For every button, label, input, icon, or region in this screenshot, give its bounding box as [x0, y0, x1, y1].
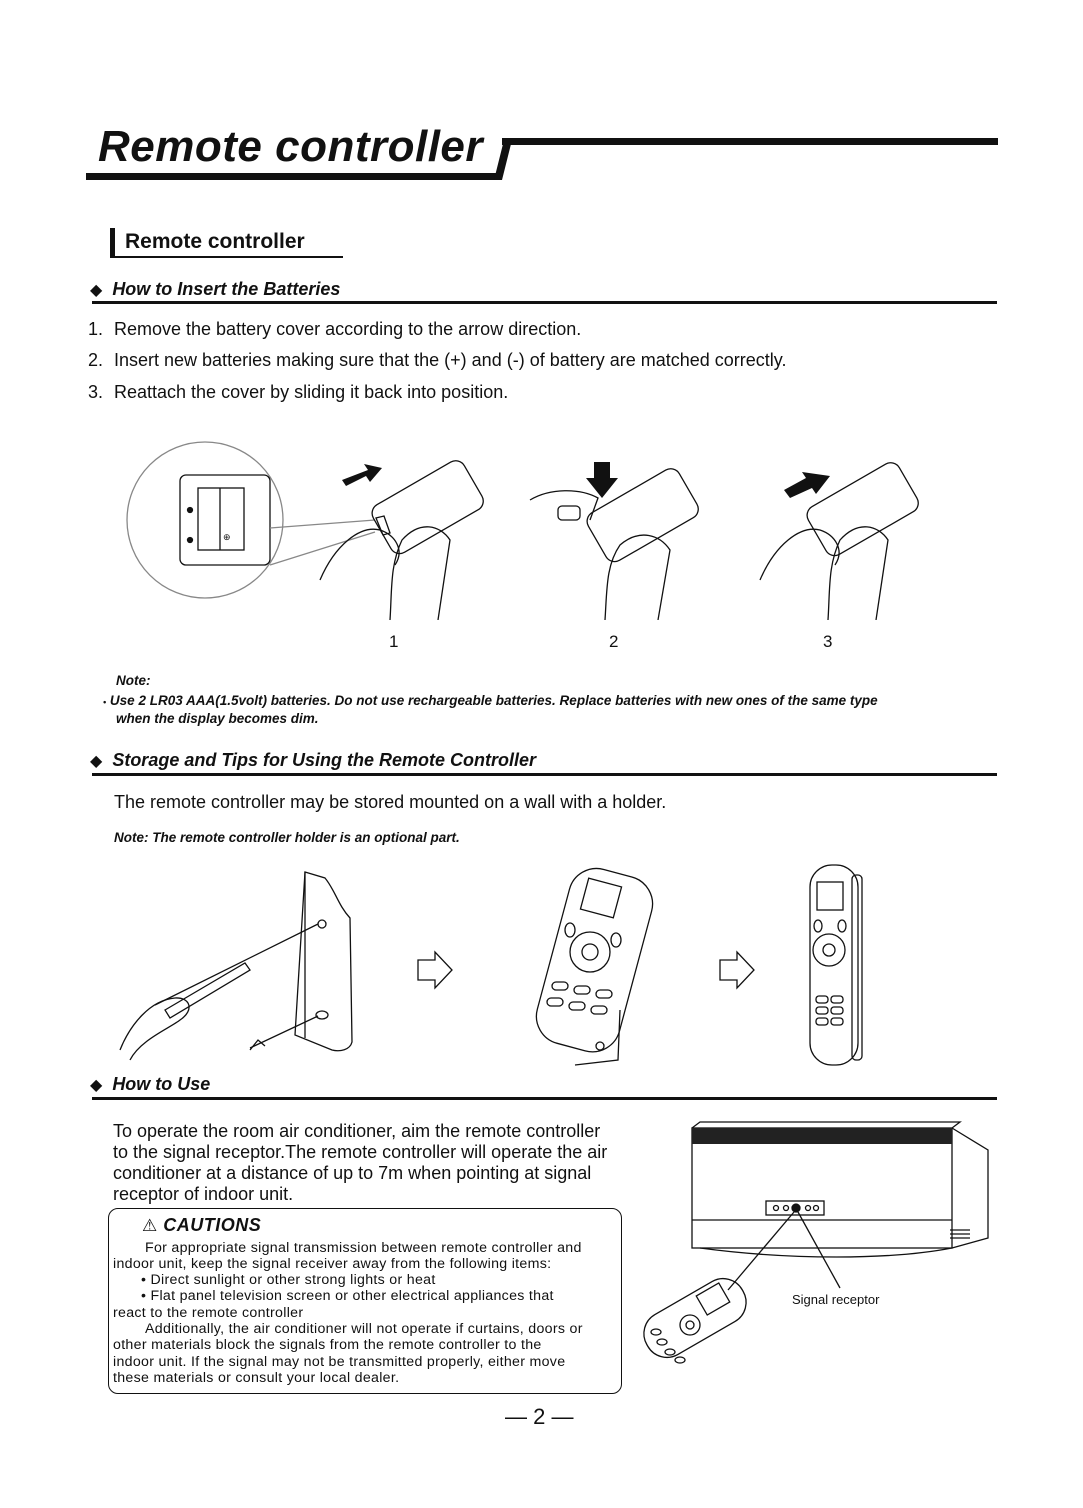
how-to-use-line: receptor of indoor unit. — [113, 1184, 294, 1204]
svg-text:⊕: ⊕ — [223, 532, 231, 542]
caution-line: indoor unit, keep the signal receiver away from the following items: — [113, 1256, 552, 1272]
figure-label: 1 — [389, 632, 399, 651]
battery-step2-drawing — [530, 462, 702, 620]
pointer-line — [728, 1212, 794, 1290]
section-rule — [92, 301, 997, 304]
caution-line: other materials block the signals from the remote controller to the — [113, 1337, 542, 1353]
battery-note: • Use 2 LR03 AAA(1.5volt) batteries. Do not use rechargeable batteries. Replace batteries with new ones of the same type — [103, 693, 878, 708]
cautions-title: ⚠ CAUTIONS — [142, 1215, 262, 1235]
figure-label: 2 — [609, 632, 619, 651]
caution-line: Additionally, the air conditioner will not operate if curtains, doors or — [145, 1321, 583, 1337]
caution-line: react to the remote controller — [113, 1305, 304, 1321]
page-title: Remote controller — [98, 122, 484, 171]
how-to-use-line: To operate the room air conditioner, aim the remote controller — [113, 1121, 601, 1141]
caution-line: For appropriate signal transmission between remote controller and — [145, 1240, 582, 1256]
diamond-bullet-icon: ◆ — [90, 282, 103, 299]
section-rule — [92, 1097, 997, 1100]
battery-step3-drawing — [760, 459, 920, 620]
caution-line: these materials or consult your local dealer. — [113, 1370, 400, 1386]
remote-pointing-drawing — [636, 1271, 754, 1366]
caution-line: • Flat panel television screen or other electrical appliances that — [141, 1288, 554, 1304]
how-to-use-line: conditioner at a distance of up to 7m when pointing at signal — [113, 1163, 592, 1183]
bullet-icon: • — [103, 697, 107, 707]
how-to-use-heading-text: How to Use — [112, 1074, 211, 1094]
page-number-value: 2 — [533, 1404, 546, 1429]
section-rule — [92, 773, 997, 776]
battery-insertion-illustration — [120, 440, 920, 620]
battery-step1-drawing — [320, 457, 487, 620]
magnified-battery-detail — [127, 442, 375, 598]
holder-mounting-illustration — [100, 860, 900, 1075]
section-tab-label: Remote controller — [125, 230, 305, 253]
figure-label: 3 — [823, 632, 833, 651]
arrow-right-icon — [720, 952, 754, 988]
battery-step: 1. Remove the battery cover according to the arrow direction. — [88, 319, 582, 339]
storage-heading-text: Storage and Tips for Using the Remote Controller — [112, 750, 537, 770]
storage-text: The remote controller may be stored mounted on a wall with a holder. — [114, 792, 667, 812]
diamond-bullet-icon: ◆ — [90, 753, 103, 770]
storage-heading — [90, 750, 536, 771]
battery-note-continued: when the display becomes dim. — [116, 711, 319, 726]
wall-holder-drawing — [120, 872, 352, 1060]
page-number: — 2 — — [505, 1404, 574, 1429]
indoor-unit-drawing — [692, 1122, 988, 1257]
title-underline-graphic — [86, 135, 1001, 187]
diamond-bullet-icon: ◆ — [90, 1077, 103, 1094]
how-to-use-line: to the signal receptor.The remote controller will operate the air — [113, 1142, 608, 1162]
note-label: Note: — [116, 673, 151, 688]
batteries-heading-text: How to Insert the Batteries — [112, 279, 341, 299]
arrow-right-icon — [418, 952, 452, 988]
signal-receptor-label: Signal receptor — [792, 1292, 880, 1307]
battery-step: 3. Reattach the cover by sliding it back into position. — [88, 382, 509, 402]
batteries-heading — [90, 279, 340, 300]
caution-line: • Direct sunlight or other strong lights or heat — [141, 1272, 436, 1288]
storage-note: Note: The remote controller holder is an optional part. — [114, 830, 460, 845]
pointer-line — [798, 1212, 840, 1288]
caution-line: indoor unit. If the signal may not be transmitted properly, either move — [113, 1354, 566, 1370]
how-to-use-heading — [90, 1074, 210, 1095]
remote-in-holder-drawing — [530, 862, 659, 1065]
remote-mounted-drawing — [810, 865, 862, 1065]
air-conditioner-illustration — [630, 1120, 1000, 1390]
battery-step: 2. Insert new batteries making sure that the (+) and (-) of battery are matched correctly. — [88, 350, 787, 370]
warning-triangle-icon: ⚠ — [142, 1216, 158, 1235]
section-tab — [110, 228, 343, 258]
